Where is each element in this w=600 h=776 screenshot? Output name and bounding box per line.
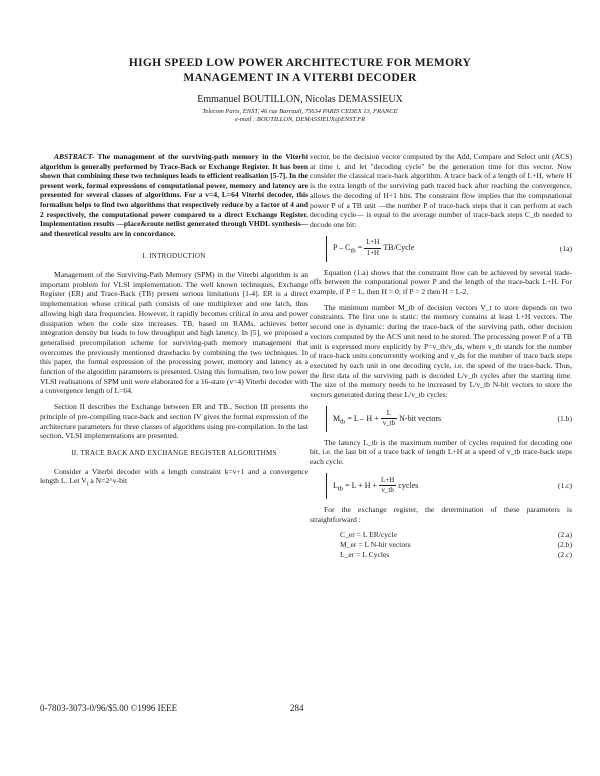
tb-sub: t xyxy=(86,480,89,488)
intro-paragraph-1: Management of the Surviving-Path Memory (SPM) in the Viterbi algorithm is an important problem for VLSI implementation. The well known techniques, Exchange Register (ER) and Trace-Back (TB) present serious limitations [1-4]. ER is a direct implementation whose critical path consists of one multiplexer and one latch, thus allowing high data frequencies. However, it rapidly becomes critical in area and power dissipation when the code size increases. TB, based on RAMs, achieves better integration density but leads to low throughput and high latency. In [5], we proposed a generalised precompilation scheme for surviving-path memory management that overcomes the previously mentioned drawbacks by combining the two techniques. In this paper, the formal expression of the processing power, memory and latency as a function of the algorithm parameters is presented. Using this formalism, two low power VLSI realisations of SPM unit were elaborated for a 16-state (v=4) Viterbi decoder with a convergence length of L=64. xyxy=(40,270,308,396)
equation-bar xyxy=(326,236,327,262)
equation-bar xyxy=(326,406,327,432)
eq1a-denominator: 1+H xyxy=(366,249,380,258)
affiliation xyxy=(60,108,540,124)
paper-title xyxy=(60,56,540,86)
authors: Emmanuel BOUTILLON, Nicolas DEMASSIEUX xyxy=(197,94,403,105)
right-paragraph-5: For the exchange register, the determination of these parameters is straightforward : xyxy=(310,504,572,524)
affiliation-line-1: Telecom Paris, ENST, 46 rue Barrault, 75634 PARIS CEDEX 13, FRANCE xyxy=(202,108,398,115)
eq1a-lhs: P – C xyxy=(333,243,351,253)
eq2a-tag: (2.a) xyxy=(557,530,572,540)
right-paragraph-2: Equation (1.a) shows that the constraint flow can be achieved by several trade-offs between the computational power P and the length of the trace-back L+H. For example, if P = L, then H = 0; if P = 2 then H = L-2. xyxy=(310,267,572,297)
intro-paragraph-2: Section II describes the Exchange between ER and TB., Section III presents the principle of pre-compiling trace-back and section IV gives the formal expression of the architecture parameters for three classes of algorithms using pre-compilation. In the last section, VLSI implementations are presented. xyxy=(40,402,308,441)
traceback-paragraph-1 xyxy=(40,467,308,490)
equation-1b xyxy=(310,406,572,432)
eq1a-numerator: L+H xyxy=(364,238,381,249)
eq1c-unit: cycles xyxy=(398,480,419,490)
equation-group-2 xyxy=(340,530,572,559)
equation-2b xyxy=(340,540,572,550)
eq2a-expr: C_er = L ER/cycle xyxy=(340,530,397,540)
eq2c-tag: (2.c) xyxy=(557,549,572,559)
eq1c-eq: = L + H + xyxy=(343,480,379,490)
equation-2c xyxy=(340,550,572,560)
abstract xyxy=(40,152,308,238)
title-line-2: MANAGEMENT IN A VITERBI DECODER xyxy=(183,72,417,84)
section-heading-traceback: II. TRACE BACK AND EXCHANGE REGISTER ALGORITHMS xyxy=(71,449,277,457)
eq1c-denominator: v_tb xyxy=(381,486,394,495)
equation-bar xyxy=(326,473,327,499)
eq1a-tag: (1a) xyxy=(559,243,572,253)
eq1c-fraction xyxy=(379,476,396,496)
eq1b-unit: N-bit vectors xyxy=(399,413,442,423)
tb-text: Consider a Viterbi decoder with a length constraint k=v+1 and a convergence length L. Let V xyxy=(40,466,308,486)
eq1a-fraction xyxy=(364,238,381,258)
equation-2a xyxy=(340,530,572,540)
equation-body xyxy=(333,476,532,496)
eq1b-sub: tb xyxy=(340,418,346,426)
eq1a-sub: tb xyxy=(350,248,356,256)
equation-1a xyxy=(310,236,572,262)
eq2b-tag: (2.b) xyxy=(557,539,572,549)
abstract-lead: ABSTRACT- xyxy=(54,152,95,161)
equation-1c xyxy=(310,473,572,499)
equation-body xyxy=(333,238,532,258)
eq1c-tag: (1.c) xyxy=(557,481,572,491)
abstract-text: The management of the surviving-path memory in the Viterbi algorithm is generally performed by Trace-Back or Exchange Register. It has been shown that combining these two techniques leads to efficient realisation [5-7]. In the present work, formal expressions of computational power, memory and latency are presented for several classes of algorithms. For a v=4, L=64 Viterbi decoder, this formalism helps to find two algorithms that respectively reduce by a factor of 4 and 2 respectively, the computational power compared to a direct Exchange Register. Implementation results —place&route netlist generated through VHDL synthesis— and theoretical results are in concordance. xyxy=(40,152,308,238)
footer-copyright: 0-7803-3073-0/96/$5.00 ©1996 IEEE xyxy=(40,703,178,713)
right-column xyxy=(310,152,572,565)
section-heading-introduction: I. INTRODUCTION xyxy=(142,252,206,261)
affiliation-line-2: e-mail : BOUTILLON, DEMASSIEUX@ENST.FR xyxy=(234,116,366,123)
right-paragraph-4: The latency L_tb is the maximum number of cycles required for decoding one bit, i.e. the last bit of a trace back of length L+H at a speed of v_tb trace-back steps each cycle. xyxy=(310,437,572,467)
eq1a-eq: = xyxy=(355,243,365,253)
eq1c-sub: tb xyxy=(337,485,344,493)
eq1b-fraction xyxy=(381,409,397,429)
eq1a-unit: TB/Cycle xyxy=(383,243,415,253)
equation-body xyxy=(333,409,532,429)
right-paragraph-1: vector, be the decision vector computed by the Add, Compare and Select unit (ACS) at time t, and let "decoding cycle" be the generation time for this vector. Now consider the classical trace-back algorithm. A trace back of a length of L+H, where H is the extra length of the surviving path traced back after reaching the convergence, allows the decoding of H+1 bits. The constraint flow implies that the computational power P of a TB unit —the number P of trace-back steps that it can perform at each decoding cycle— is equal to the average number of trace-back steps C_tb needed to decode one bit: xyxy=(310,152,572,229)
right-paragraph-3: The minimum number M_tb of decision vectors V_t to store depends on two constraints. The first one is static: the memory contains at least L+H vectors. The second one is dynamic: during the trace-back of the surviving path, other decision vectors computed by the ACS unit need to be stored. The processing power P of a TB unit is expressed more explicitly by P=v_tb/v_ds, where v_tb stands for the number of trace-back units concurrently working and v_ds for the number of trace back steps executed by each unit in one decoding cycle, i.e. the speed of the trace-back. Thus, the first data of the surviving path is decoded L/v_tb cycles after the starting time. The size of the memory needs to be increased by L/v_tb N-bit vectors to store the vectors generated during these L/v_tb cycles: xyxy=(310,302,572,400)
tb-text-end: a N=2^v-bit xyxy=(88,476,128,486)
eq2b-expr: M_er = L N-bit vectors xyxy=(340,539,411,549)
title-line-1: HIGH SPEED LOW POWER ARCHITECTURE FOR MEMORY xyxy=(128,57,472,69)
eq1b-lhs: M xyxy=(333,413,341,423)
eq1b-denominator: v_tb xyxy=(382,419,396,428)
eq1b-eq: = L – H + xyxy=(345,413,381,423)
eq1c-lhs: L xyxy=(333,480,338,490)
eq1b-numerator: L xyxy=(381,409,397,420)
page-number: 284 xyxy=(290,703,304,713)
eq1b-tag: (1.b) xyxy=(557,413,572,423)
left-column xyxy=(40,152,308,496)
eq2c-expr: L_er = L Cycles xyxy=(340,549,390,559)
eq1c-numerator: L+H xyxy=(379,476,396,487)
